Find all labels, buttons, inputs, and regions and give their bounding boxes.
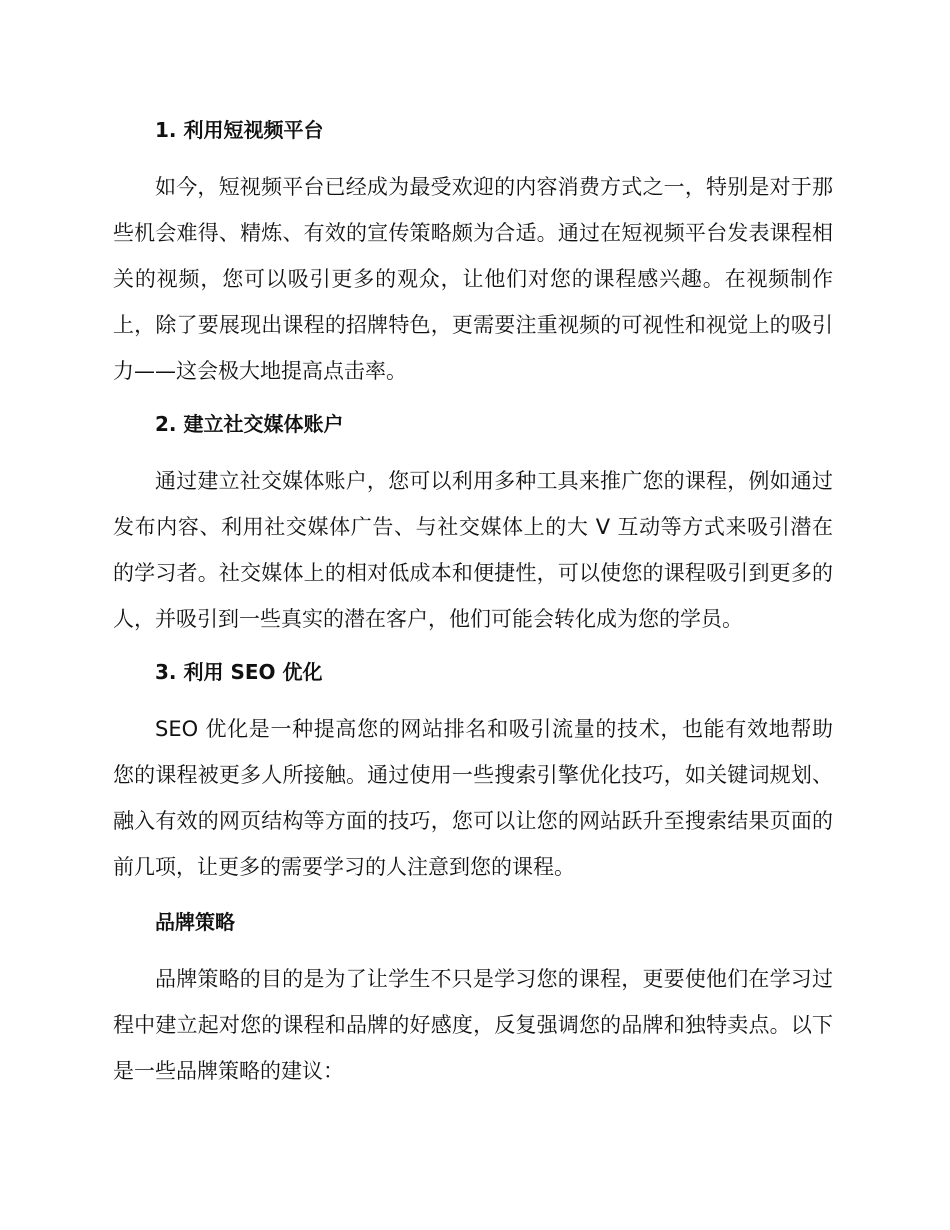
section-body-short-video: 如今，短视频平台已经成为最受欢迎的内容消费方式之一，特别是对于那些机会难得、精炼、有效的宣传策略颇为合适。通过在短视频平台发表课程相关的视频，您可以吸引更多的观众，让他们对您的课程感兴趣。在视频制作上，除了要展现出课程的招牌特色，更需要注重视频的可视性和视觉上的吸引力——这会极大地提高点击率。 [113,175,833,383]
section-body-seo: SEO 优化是一种提高您的网站排名和吸引流量的技术，也能有效地帮助您的课程被更多人所接触。通过使用一些搜索引擎优化技巧，如关键词规划、融入有效的网页结构等方面的技巧，您可以让您的网站跃升至搜索结果页面的前几项，让更多的需要学习的人注意到您的课程。 [113,717,833,879]
section-heading-seo: 3. 利用 SEO 优化 [155,660,323,684]
section-body-brand-strategy: 品牌策略的目的是为了让学生不只是学习您的课程，更要使他们在学习过程中建立起对您的课程和品牌的好感度，反复强调您的品牌和独特卖点。以下是一些品牌策略的建议： [113,967,833,1083]
section-heading-short-video: 1. 利用短视频平台 [155,118,324,142]
section-body-social-media: 通过建立社交媒体账户，您可以利用多种工具来推广您的课程，例如通过发布内容、利用社交媒体广告、与社交媒体上的大 V 互动等方式来吸引潜在的学习者。社交媒体上的相对低成本和便捷性，可以使您的课程吸引到更多的人，并吸引到一些真实的潜在客户，他们可能会转化成为您的学员。 [113,469,833,631]
section-heading-social-media: 2. 建立社交媒体账户 [155,412,344,436]
section-heading-brand-strategy: 品牌策略 [155,910,235,934]
